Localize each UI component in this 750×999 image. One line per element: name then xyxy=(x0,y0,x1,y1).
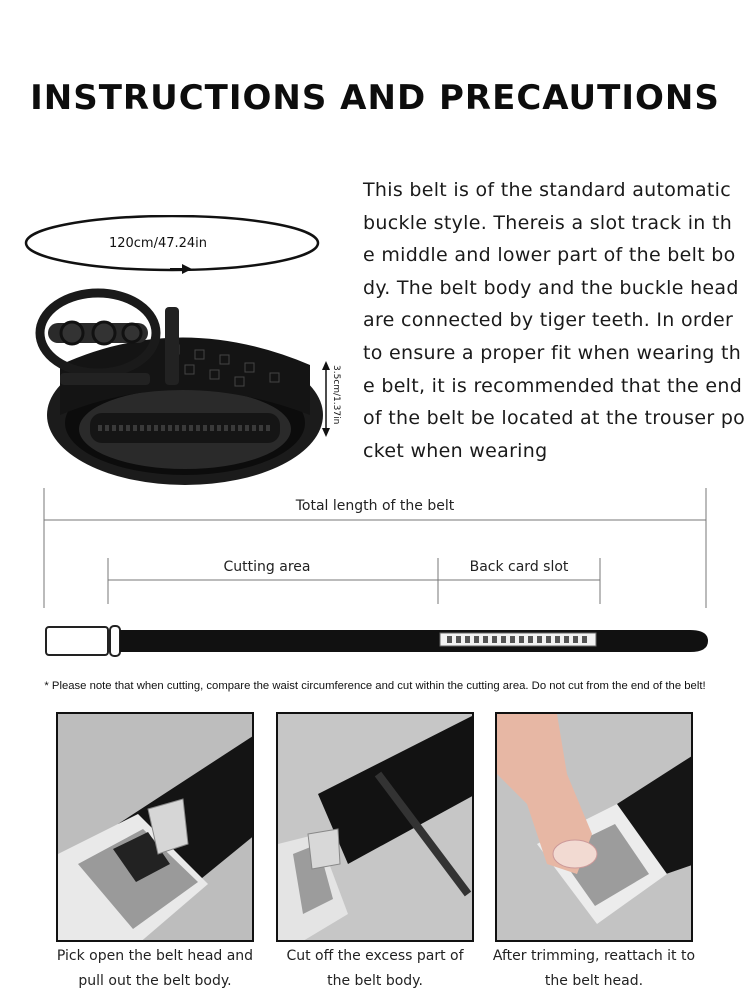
description-line: e belt, it is recommended that the end xyxy=(363,374,743,397)
step-3-photo xyxy=(495,712,693,942)
step-1-caption xyxy=(40,944,270,994)
belt-length-diagram xyxy=(0,480,750,670)
step-2-photo xyxy=(276,712,474,942)
total-length-label: Total length of the belt xyxy=(295,498,455,514)
description xyxy=(363,174,746,467)
cutting-note: * Please note that when cutting, compare the waist circumference and cut within the cutting area. Do not cut from the end of the belt! xyxy=(44,680,706,692)
description-line: This belt is of the standard automatic xyxy=(363,179,731,201)
step-1-caption-line-1: Pick open the belt head and xyxy=(56,948,254,964)
cutting-area-label: Cutting area xyxy=(223,559,311,575)
description-line: to ensure a proper fit when wearing th xyxy=(363,341,742,364)
description-line: of the belt be located at the trouser po xyxy=(363,407,746,430)
step-2-caption-line-2: the belt body. xyxy=(327,973,423,989)
step-1-caption-line-2: pull out the belt body. xyxy=(78,973,232,989)
description-line: e middle and lower part of the belt bo xyxy=(363,244,736,267)
description-line: cket when wearing xyxy=(363,439,548,462)
step-3-caption-line-2: the belt head. xyxy=(544,973,644,989)
step-2-caption-line-1: Cut off the excess part of xyxy=(286,948,464,964)
width-label: 3.5cm/1.37in xyxy=(331,365,341,425)
step-2-caption xyxy=(260,944,490,994)
length-label: 120cm/47.24in xyxy=(108,236,208,251)
step-3-caption xyxy=(479,944,709,994)
belt-strip xyxy=(46,626,708,656)
page-title: INSTRUCTIONS AND PRECAUTIONS xyxy=(30,78,720,118)
step-1-photo xyxy=(56,712,254,942)
step-3-caption-line-1: After trimming, reattach it to xyxy=(492,948,696,964)
belt-illustration xyxy=(20,215,350,495)
back-card-slot-label: Back card slot xyxy=(469,559,569,575)
description-line: are connected by tiger teeth. In order xyxy=(363,309,734,332)
description-line: dy. The belt body and the buckle head xyxy=(363,276,739,299)
description-line: buckle style. Thereis a slot track in th xyxy=(363,211,733,234)
